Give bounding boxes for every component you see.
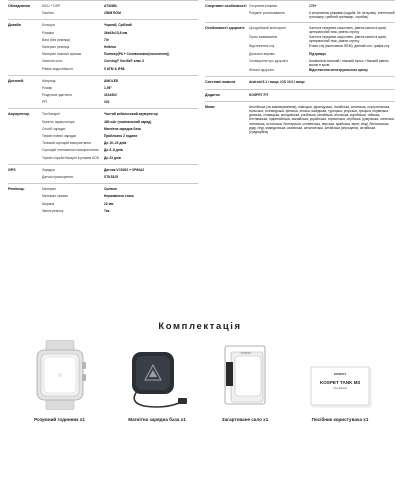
spec-section [8, 108, 198, 163]
spec-row [249, 92, 395, 99]
spec-key: Матеріал ремінця [42, 44, 70, 49]
spec-value: Силікон [104, 187, 118, 192]
section-rows [42, 3, 198, 17]
spec-key: Матеріал нижньої кришки [42, 52, 82, 57]
section-title: Системні вимоги [205, 80, 236, 85]
spec-value: Аномально високий і низький пульс. Низький рівень кисню в крові [309, 58, 389, 67]
manual-image [310, 364, 374, 410]
spec-value: Так [104, 208, 110, 213]
section-rows [249, 25, 395, 75]
spec-key: Термін служби батареї в режимі AOD [42, 155, 100, 160]
spec-row [42, 85, 198, 92]
spec-value: Підтримує [309, 51, 327, 56]
package-contents-title: Комплектація [158, 321, 242, 332]
package-item-caption: Загартоване скло х1 [221, 417, 269, 422]
spec-row [249, 34, 395, 43]
spec-key: Відстеження сну [249, 44, 275, 49]
section-rows [42, 111, 198, 161]
section-title: Ремінець [8, 187, 25, 192]
section-title: Особливості здоров'я [205, 25, 245, 30]
spec-row [249, 25, 395, 34]
spec-value: Магнітна зарядна база [104, 126, 141, 131]
section-rows [249, 104, 395, 134]
spec-section [205, 89, 395, 101]
spec-key: Матеріал пряжки [42, 194, 68, 199]
spec-key: Захисне скло [42, 59, 63, 64]
spec-key: Змінні ремінці [42, 208, 64, 213]
spec-key: Спортивні режими [249, 4, 278, 8]
spec-key: Тип батареї [42, 112, 60, 117]
spec-key: Рівень водостійкості [42, 66, 74, 71]
spec-value: 256M ROM [104, 11, 121, 16]
spec-value: Датчик VC9202 + VP60A2 [104, 167, 145, 172]
package-item-caption: Посібник користувача х1 [311, 417, 369, 422]
section-title: Мови [205, 104, 215, 109]
section-title: Спортивні особливості [205, 4, 247, 8]
spec-value: AT3085L [104, 4, 118, 8]
spec-key: Вага (без ремінця) [42, 37, 71, 42]
spec-value: Corning® Gorilla® клас 3 [104, 59, 144, 64]
spec-row [42, 10, 198, 17]
spec-value: 22 мм [104, 201, 114, 206]
spec-row [42, 37, 198, 44]
spec-key: Кольори [42, 23, 55, 28]
section-rows [249, 3, 395, 20]
spec-value: 5 ATM & IP68 [104, 66, 125, 71]
spec-key: Зарядка [42, 167, 55, 172]
spec-value: Етапи сну (включаючи REM), денний сон, графік сну [309, 44, 390, 49]
spec-row [42, 92, 198, 99]
spec-row [42, 30, 198, 37]
spec-section [8, 164, 198, 183]
spec-value: AMOLED [104, 78, 119, 83]
spec-row [42, 66, 198, 73]
spec-key: MCU + DSP [42, 4, 61, 8]
spec-row [42, 3, 198, 10]
spec-section [205, 101, 395, 136]
spec-key: Дихальні вправи [249, 51, 275, 56]
spec-value: Нержавіюча сталь [104, 194, 135, 199]
spec-row [249, 67, 395, 74]
charger-image [124, 346, 190, 410]
spec-key: Матриця [42, 78, 56, 83]
spec-row [42, 155, 198, 162]
watch-image [30, 340, 90, 410]
spec-row [42, 78, 198, 85]
spec-section [8, 75, 198, 109]
spec-value: Android 5.1 і вище, iOS 10.0 і вище [249, 80, 305, 85]
spec-key: Типовий сценарій використання [42, 141, 91, 146]
spec-value: Нейлон [104, 44, 117, 49]
spec-row [42, 51, 198, 58]
spec-value: Відстеження менструального циклу [309, 68, 368, 73]
spec-key: Термін повної зарядки [42, 134, 77, 138]
spec-value: 70г [104, 37, 110, 42]
spec-value: STK3325 [104, 174, 118, 179]
spec-value: Частота серцевих скорочень, рівень кисню в крові, артеріальний тиск, рівень стресу [309, 35, 387, 44]
section-rows [42, 78, 198, 107]
spec-key: Ширина [42, 201, 55, 206]
manual-logo: KOSPET [333, 372, 347, 376]
spec-key: Розміри [42, 30, 55, 35]
spec-section [8, 183, 198, 217]
spec-key: PPI [42, 100, 48, 105]
spec-section [205, 22, 395, 77]
spec-row [249, 3, 395, 10]
spec-row [42, 147, 198, 154]
spec-value: До 10–15 днів [104, 141, 127, 146]
spec-value: 36x63x13,8 мм [104, 30, 128, 35]
spec-key: Сповіщення про здоров'я [249, 58, 288, 63]
spec-row [42, 140, 198, 147]
spec-row [42, 111, 198, 118]
spec-key: Розумне розпізнавання [249, 11, 285, 16]
spec-section [8, 0, 198, 19]
section-rows [42, 22, 198, 72]
spec-section [205, 0, 395, 22]
spec-column-left [8, 0, 198, 217]
spec-row [249, 51, 395, 58]
spec-row [249, 43, 395, 50]
manual-subtitle: User Manual [333, 387, 347, 390]
spec-value: Частота серцевих скорочень, рівень кисню в крові, артеріальний тиск, рівень стресу [309, 25, 387, 34]
spec-value: Приблизно 2 години [104, 134, 138, 138]
section-title: Дизайн [8, 23, 21, 28]
spec-row [249, 58, 395, 67]
spec-value: Чорний, Сріблий [104, 23, 132, 28]
spec-value: 1,96" [104, 85, 112, 90]
spec-key: Розмір [42, 85, 53, 90]
section-title: Додаток [205, 92, 220, 97]
spec-row [42, 22, 198, 29]
spec-row [42, 208, 198, 215]
section-rows [249, 79, 395, 86]
spec-key: Цілодобовий моніторинг [249, 25, 287, 30]
spec-key: Роздільна здатність [42, 93, 73, 98]
film-label: KOSPET [240, 352, 252, 355]
spec-section [8, 19, 198, 74]
spec-row [42, 193, 198, 200]
spec-value: До 23 днів [104, 155, 121, 160]
spec-value: 170+ [309, 4, 317, 8]
spec-row [249, 79, 395, 86]
spec-value: Полімер(PA + Скловолокно(посилення)) [104, 52, 170, 57]
spec-key: Датчик прискорення [42, 174, 73, 179]
section-rows [249, 92, 395, 99]
spec-key: Сценарій інтенсивного використання [42, 148, 99, 153]
glass-film-image [221, 342, 271, 410]
spec-value: 331 [104, 100, 110, 105]
spec-key: Пульс виміювання [249, 35, 278, 39]
spec-row [42, 167, 198, 174]
manual-title: KOSPET TANK M3 [319, 380, 361, 385]
spec-key: Матеріал [42, 187, 57, 192]
spec-row [42, 126, 198, 133]
spec-value: Чистий кобальтовий акумулятор [104, 112, 158, 117]
spec-key: Ємність акумулятора [42, 119, 75, 124]
spec-row [249, 104, 395, 134]
spec-key: Жіноче здоров'я [249, 68, 274, 73]
package-item-caption: Магнітна зарядна база х1 [128, 417, 186, 422]
section-rows [42, 186, 198, 215]
spec-value: 410х502 [104, 93, 117, 98]
spec-row [42, 133, 198, 140]
section-title: Дисплей [8, 78, 24, 83]
section-rows [42, 167, 198, 181]
spec-value: KOSPET FIT [249, 92, 269, 97]
spec-value: 480 мАг (номінальний заряд) [104, 119, 152, 124]
package-item-caption: Розумний годинник х1 [34, 417, 85, 422]
spec-value: До 5–8 днів [104, 148, 123, 153]
spec-row [42, 119, 198, 126]
spec-row [42, 201, 198, 208]
spec-column-right [205, 0, 395, 136]
spec-row [42, 99, 198, 106]
section-title: Обладнання [8, 4, 31, 8]
spec-row [42, 174, 198, 181]
spec-value: 6 спортивних режимів (ходьба, біг на вулиці, еліптичний тренажер, гребний тренажер, стрибки) [309, 11, 395, 20]
spec-section [205, 76, 395, 88]
spec-row [42, 58, 198, 65]
spec-key: Спосіб зарядки [42, 126, 66, 131]
spec-row [42, 186, 198, 193]
spec-row [42, 44, 198, 51]
spec-value: Англійська (за замовчуванням), німецька, французька, італійська, іспанська, португальська, польська, голландська, фінська, чеська, шведська, турецька, угорська, грецька, норвезька, данська, словацька, молдовська, російська, китайська, японська, корейська, тайська, в'єтнамська, індонезійська, малайська, українська, хорватська, сербська, румунська, латиська, литовська, естонська, болгарська, словенська, перська, арабська, іврит, хінді, бенгальська, урду, гінді, македонська, казахська, каталонська, китайська (спрощена), китайська (традиційна) [249, 104, 395, 134]
section-title: GPS [8, 167, 16, 172]
spec-row [249, 10, 395, 19]
spec-key: Пам'ять [42, 11, 55, 16]
section-title: Акумулятор [8, 112, 30, 117]
